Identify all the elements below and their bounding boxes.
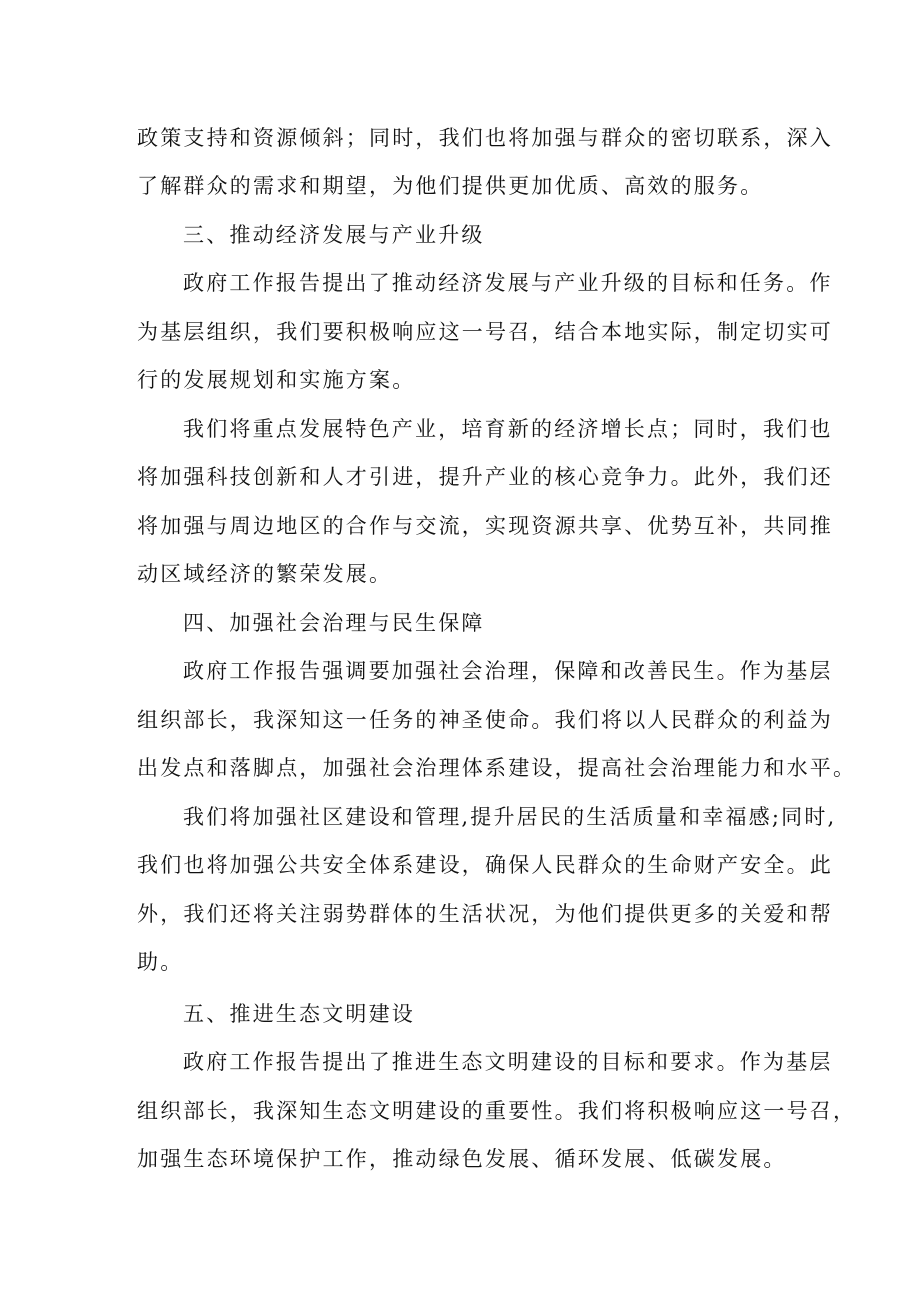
paragraph-line: 政策支持和资源倾斜；同时，我们也将加强与群众的密切联系，深入 [137,126,833,150]
paragraph-line: 我们将重点发展特色产业，培育新的经济增长点；同时，我们也 [183,417,833,441]
section-heading-5: 五、推进生态文明建设 [183,1002,415,1026]
section-heading-3: 三、推动经济发展与产业升级 [183,223,485,247]
paragraph-line: 动区域经济的繁荣发展。 [137,562,393,586]
paragraph-line: 助。 [137,950,184,974]
paragraph-line: 组织部长，我深知这一任务的神圣使命。我们将以人民群众的利益为 [137,708,833,732]
paragraph-line: 政府工作报告强调要加强社会治理，保障和改善民生。作为基层 [183,659,833,683]
paragraph-line: 将加强与周边地区的合作与交流，实现资源共享、优势互补，共同推 [137,514,833,538]
paragraph-line: 出发点和落脚点，加强社会治理体系建设，提高社会治理能力和水平。 [137,756,857,780]
paragraph-line: 政府工作报告提出了推动经济发展与产业升级的目标和任务。作 [183,271,833,295]
paragraph-line: 行的发展规划和实施方案。 [137,368,416,392]
paragraph-line: 组织部长，我深知生态文明建设的重要性。我们将积极响应这一号召， [137,1099,857,1123]
paragraph-line: 将加强科技创新和人才引进，提升产业的核心竞争力。此外，我们还 [137,465,833,489]
paragraph-line: 了解群众的需求和期望，为他们提供更加优质、高效的服务。 [137,174,764,198]
paragraph-line: 外，我们还将关注弱势群体的生活状况，为他们提供更多的关爱和帮 [137,902,833,926]
paragraph-line: 政府工作报告提出了推进生态文明建设的目标和要求。作为基层 [183,1050,833,1074]
paragraph-line: 为基层组织，我们要积极响应这一号召，结合本地实际，制定切实可 [137,320,833,344]
paragraph-line: 我们将加强社区建设和管理,提升居民的生活质量和幸福感;同时, [183,805,837,829]
section-heading-4: 四、加强社会治理与民生保障 [183,611,485,635]
paragraph-line: 加强生态环境保护工作，推动绿色发展、循环发展、低碳发展。 [137,1147,787,1171]
paragraph-line: 我们也将加强公共安全体系建设，确保人民群众的生命财产安全。此 [137,853,833,877]
